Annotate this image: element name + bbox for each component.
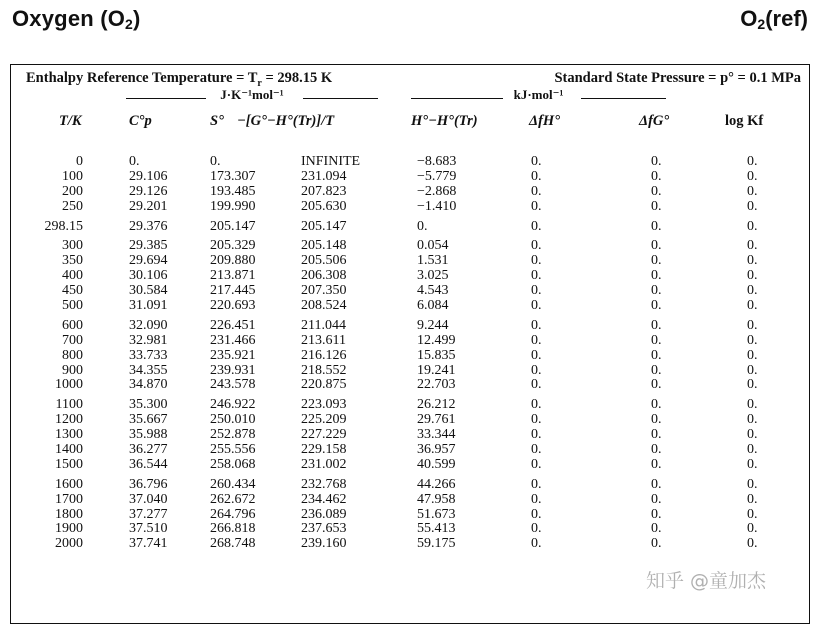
page-title: Oxygen $(O_2)$: [12, 6, 141, 32]
cell-entropy: 209.880: [210, 253, 256, 269]
cell-enthalpy-formation: 0.: [531, 476, 542, 492]
cell-enthalpy-increment: 29.761: [417, 412, 456, 428]
cell-gibbs-formation: 0.: [651, 218, 662, 234]
cell-gibbs-function: 205.147: [301, 218, 347, 234]
cell-heat-capacity: 31.091: [129, 298, 168, 314]
cell-enthalpy-formation: 0.: [531, 317, 542, 333]
cell-temperature: 0: [76, 154, 83, 169]
cell-gibbs-formation: 0.: [651, 253, 662, 269]
column-header-temperature: T/K: [59, 113, 82, 129]
cell-enthalpy-increment: 26.212: [417, 397, 456, 413]
cell-entropy: 262.672: [210, 491, 256, 507]
cell-heat-capacity: 30.106: [129, 268, 168, 284]
cell-entropy: 199.990: [210, 198, 256, 214]
reference-temperature: Enthalpy Reference Temperature = $T_r = 298.15$ K: [26, 70, 333, 89]
cell-gibbs-formation: 0.: [651, 397, 662, 413]
cell-log-k: 0.: [747, 347, 758, 363]
column-header-entropy: S°: [210, 113, 224, 129]
table-row: [11, 398, 809, 413]
standard-state-pressure: Standard State Pressure = p° = 0.1 MPa: [554, 70, 801, 86]
cell-gibbs-formation: 0.: [651, 456, 662, 472]
cell-temperature: 200: [62, 183, 83, 199]
cell-gibbs-function: 207.350: [301, 283, 347, 299]
cell-entropy: 220.693: [210, 298, 256, 314]
table-row: [11, 458, 809, 473]
cell-gibbs-formation: 0.: [651, 238, 662, 254]
cell-log-k: 0.: [747, 427, 758, 443]
table-body: [11, 155, 809, 552]
table-row: [11, 478, 809, 493]
cell-temperature: 700: [62, 332, 83, 348]
cell-log-k: 0.: [747, 536, 758, 552]
cell-log-k: 0.: [747, 183, 758, 199]
cell-gibbs-formation: 0.: [651, 427, 662, 443]
cell-log-k: 0.: [747, 298, 758, 314]
cell-log-k: 0.: [747, 491, 758, 507]
column-header-gibbs-formation: ΔfG°: [639, 113, 670, 129]
cell-heat-capacity: 29.376: [129, 218, 168, 234]
cell-enthalpy-increment: 3.025: [417, 268, 449, 284]
cell-log-k: 0.: [747, 412, 758, 428]
table-row: [11, 170, 809, 185]
cell-heat-capacity: 37.510: [129, 521, 168, 537]
cell-entropy: 243.578: [210, 377, 256, 393]
cell-enthalpy-increment: 15.835: [417, 347, 456, 363]
cell-enthalpy-formation: 0.: [531, 377, 542, 393]
cell-heat-capacity: 37.741: [129, 536, 168, 552]
column-header-log-k: log Kf: [725, 113, 764, 129]
cell-log-k: 0.: [747, 377, 758, 393]
cell-temperature: 500: [62, 298, 83, 314]
table-row: [11, 413, 809, 428]
cell-gibbs-formation: 0.: [651, 168, 662, 184]
cell-enthalpy-formation: 0.: [531, 491, 542, 507]
cell-enthalpy-increment: 59.175: [417, 536, 456, 552]
cell-enthalpy-increment: 40.599: [417, 456, 456, 472]
cell-temperature: 800: [62, 347, 83, 363]
cell-gibbs-function: 205.630: [301, 198, 347, 214]
cell-gibbs-function: 229.158: [301, 442, 347, 458]
cell-gibbs-function: 234.462: [301, 491, 347, 507]
cell-enthalpy-increment: 1.531: [417, 253, 449, 269]
cell-gibbs-formation: 0.: [651, 154, 662, 169]
cell-gibbs-formation: 0.: [651, 442, 662, 458]
cell-temperature: 900: [62, 362, 83, 378]
table-row: [11, 522, 809, 537]
cell-log-k: 0.: [747, 218, 758, 234]
column-header-enthalpy-increment: H°−H°(Tr): [411, 113, 478, 129]
cell-heat-capacity: 32.090: [129, 317, 168, 333]
cell-entropy: 217.445: [210, 283, 256, 299]
units-energy-group: kJ·mol⁻¹: [513, 87, 564, 102]
cell-temperature: 1400: [55, 442, 83, 458]
table-row: [11, 254, 809, 269]
cell-gibbs-formation: 0.: [651, 317, 662, 333]
cell-enthalpy-increment: 55.413: [417, 521, 456, 537]
units-entropy-group: J·K⁻¹mol⁻¹: [220, 87, 284, 102]
cell-enthalpy-increment: −8.683: [417, 154, 457, 169]
cell-gibbs-function: 206.308: [301, 268, 347, 284]
cell-temperature: 600: [62, 317, 83, 333]
cell-gibbs-formation: 0.: [651, 536, 662, 552]
cell-temperature: 1300: [55, 427, 83, 443]
table-row: [11, 269, 809, 284]
table-row: [11, 299, 809, 314]
cell-gibbs-function: 231.002: [301, 456, 347, 472]
cell-temperature: 1600: [55, 476, 83, 492]
cell-heat-capacity: 30.584: [129, 283, 168, 299]
cell-entropy: 266.818: [210, 521, 256, 537]
cell-enthalpy-formation: 0.: [531, 427, 542, 443]
cell-entropy: 193.485: [210, 183, 256, 199]
cell-heat-capacity: 32.981: [129, 332, 168, 348]
table-row: [11, 185, 809, 200]
cell-log-k: 0.: [747, 198, 758, 214]
cell-entropy: 205.147: [210, 218, 256, 234]
cell-gibbs-formation: 0.: [651, 412, 662, 428]
cell-gibbs-function: 218.552: [301, 362, 347, 378]
cell-gibbs-function: 213.611: [301, 332, 346, 348]
table-row: [11, 493, 809, 508]
cell-enthalpy-formation: 0.: [531, 253, 542, 269]
cell-enthalpy-increment: 19.241: [417, 362, 456, 378]
cell-temperature: 298.15: [44, 218, 83, 234]
cell-gibbs-formation: 0.: [651, 268, 662, 284]
cell-temperature: 400: [62, 268, 83, 284]
cell-gibbs-formation: 0.: [651, 491, 662, 507]
column-header-enthalpy-formation: ΔfH°: [529, 113, 560, 129]
table-row: [11, 319, 809, 334]
cell-gibbs-formation: 0.: [651, 298, 662, 314]
cell-enthalpy-formation: 0.: [531, 412, 542, 428]
cell-log-k: 0.: [747, 317, 758, 333]
cell-temperature: 100: [62, 168, 83, 184]
cell-temperature: 1700: [55, 491, 83, 507]
cell-heat-capacity: 33.733: [129, 347, 168, 363]
cell-gibbs-function: 227.229: [301, 427, 347, 443]
cell-enthalpy-increment: 47.958: [417, 491, 456, 507]
cell-heat-capacity: 29.201: [129, 198, 168, 214]
table-row: [11, 349, 809, 364]
cell-enthalpy-increment: −5.779: [417, 168, 457, 184]
thermo-table: [10, 64, 810, 624]
cell-enthalpy-increment: 12.499: [417, 332, 456, 348]
cell-enthalpy-formation: 0.: [531, 442, 542, 458]
cell-heat-capacity: 36.544: [129, 456, 168, 472]
reference-state-label: $O_2(ref)$: [740, 6, 808, 32]
cell-enthalpy-formation: 0.: [531, 362, 542, 378]
cell-gibbs-formation: 0.: [651, 362, 662, 378]
cell-gibbs-function: 211.044: [301, 317, 346, 333]
cell-enthalpy-formation: 0.: [531, 238, 542, 254]
cell-enthalpy-formation: 0.: [531, 168, 542, 184]
column-header-gibbs-function: −[G°−H°(Tr)]/T: [237, 113, 335, 129]
table-row: [11, 537, 809, 552]
cell-heat-capacity: 36.796: [129, 476, 168, 492]
cell-gibbs-function: 239.160: [301, 536, 347, 552]
cell-entropy: 255.556: [210, 442, 256, 458]
cell-temperature: 2000: [55, 536, 83, 552]
cell-heat-capacity: 29.106: [129, 168, 168, 184]
table-row: [11, 378, 809, 393]
table-row: [11, 508, 809, 523]
cell-enthalpy-increment: 33.344: [417, 427, 456, 443]
cell-entropy: 235.921: [210, 347, 256, 363]
cell-gibbs-function: 205.148: [301, 238, 347, 254]
cell-gibbs-function: 225.209: [301, 412, 347, 428]
cell-gibbs-function: 231.094: [301, 168, 347, 184]
cell-temperature: 350: [62, 253, 83, 269]
cell-entropy: 213.871: [210, 268, 256, 284]
cell-log-k: 0.: [747, 154, 758, 169]
cell-heat-capacity: 29.694: [129, 253, 168, 269]
cell-entropy: 258.068: [210, 456, 256, 472]
cell-gibbs-formation: 0.: [651, 332, 662, 348]
cell-entropy: 231.466: [210, 332, 256, 348]
cell-gibbs-formation: 0.: [651, 377, 662, 393]
cell-heat-capacity: 34.870: [129, 377, 168, 393]
table-row: [11, 220, 809, 235]
cell-temperature: 300: [62, 238, 83, 254]
cell-gibbs-formation: 0.: [651, 506, 662, 522]
cell-gibbs-formation: 0.: [651, 347, 662, 363]
cell-log-k: 0.: [747, 268, 758, 284]
cell-enthalpy-increment: 44.266: [417, 476, 456, 492]
cell-gibbs-formation: 0.: [651, 283, 662, 299]
cell-enthalpy-formation: 0.: [531, 198, 542, 214]
cell-heat-capacity: 34.355: [129, 362, 168, 378]
cell-heat-capacity: 37.277: [129, 506, 168, 522]
cell-entropy: 264.796: [210, 506, 256, 522]
cell-enthalpy-increment: 22.703: [417, 377, 456, 393]
cell-entropy: 252.878: [210, 427, 256, 443]
cell-gibbs-function: 205.506: [301, 253, 347, 269]
cell-enthalpy-formation: 0.: [531, 521, 542, 537]
cell-log-k: 0.: [747, 283, 758, 299]
table-row: [11, 334, 809, 349]
cell-log-k: 0.: [747, 397, 758, 413]
cell-log-k: 0.: [747, 476, 758, 492]
table-row: [11, 443, 809, 458]
cell-entropy: 239.931: [210, 362, 256, 378]
cell-heat-capacity: 0.: [129, 154, 140, 169]
cell-log-k: 0.: [747, 506, 758, 522]
cell-temperature: 1000: [55, 377, 83, 393]
cell-enthalpy-formation: 0.: [531, 397, 542, 413]
cell-gibbs-formation: 0.: [651, 476, 662, 492]
cell-enthalpy-increment: 36.957: [417, 442, 456, 458]
cell-temperature: 1800: [55, 506, 83, 522]
cell-gibbs-formation: 0.: [651, 183, 662, 199]
cell-enthalpy-formation: 0.: [531, 332, 542, 348]
cell-enthalpy-increment: 6.084: [417, 298, 449, 314]
cell-log-k: 0.: [747, 168, 758, 184]
table-row: [11, 239, 809, 254]
table-row: [11, 428, 809, 443]
cell-log-k: 0.: [747, 362, 758, 378]
cell-entropy: 0.: [210, 154, 221, 169]
table-row: [11, 284, 809, 299]
cell-entropy: 205.329: [210, 238, 256, 254]
cell-enthalpy-formation: 0.: [531, 268, 542, 284]
cell-log-k: 0.: [747, 456, 758, 472]
cell-enthalpy-increment: −2.868: [417, 183, 457, 199]
cell-heat-capacity: 37.040: [129, 491, 168, 507]
cell-gibbs-function: 220.875: [301, 377, 347, 393]
units-rule-right: [581, 98, 666, 99]
cell-heat-capacity: 35.300: [129, 397, 168, 413]
cell-gibbs-function: 223.093: [301, 397, 347, 413]
cell-log-k: 0.: [747, 332, 758, 348]
cell-temperature: 250: [62, 198, 83, 214]
cell-log-k: 0.: [747, 238, 758, 254]
cell-gibbs-function: INFINITE: [301, 154, 361, 169]
watermark: 知乎 @童加杰: [646, 570, 767, 592]
cell-gibbs-function: 236.089: [301, 506, 347, 522]
cell-enthalpy-formation: 0.: [531, 283, 542, 299]
cell-enthalpy-formation: 0.: [531, 154, 542, 169]
cell-enthalpy-increment: 9.244: [417, 317, 449, 333]
cell-enthalpy-formation: 0.: [531, 536, 542, 552]
cell-heat-capacity: 35.988: [129, 427, 168, 443]
cell-gibbs-function: 237.653: [301, 521, 347, 537]
cell-gibbs-function: 232.768: [301, 476, 347, 492]
cell-gibbs-formation: 0.: [651, 521, 662, 537]
cell-enthalpy-formation: 0.: [531, 456, 542, 472]
cell-enthalpy-increment: 51.673: [417, 506, 456, 522]
column-header-heat-capacity: C°p: [129, 113, 152, 129]
cell-temperature: 1200: [55, 412, 83, 428]
cell-temperature: 450: [62, 283, 83, 299]
cell-temperature: 1500: [55, 456, 83, 472]
table-row: [11, 364, 809, 379]
cell-enthalpy-formation: 0.: [531, 218, 542, 234]
cell-gibbs-function: 207.823: [301, 183, 347, 199]
cell-heat-capacity: 29.126: [129, 183, 168, 199]
cell-gibbs-function: 216.126: [301, 347, 347, 363]
cell-entropy: 246.922: [210, 397, 256, 413]
cell-enthalpy-formation: 0.: [531, 298, 542, 314]
cell-temperature: 1100: [55, 397, 83, 413]
table-row: [11, 200, 809, 215]
cell-log-k: 0.: [747, 253, 758, 269]
cell-entropy: 173.307: [210, 168, 256, 184]
cell-heat-capacity: 29.385: [129, 238, 168, 254]
cell-enthalpy-increment: 0.054: [417, 238, 449, 254]
cell-gibbs-function: 208.524: [301, 298, 347, 314]
cell-entropy: 268.748: [210, 536, 256, 552]
cell-entropy: 260.434: [210, 476, 256, 492]
cell-heat-capacity: 35.667: [129, 412, 168, 428]
cell-log-k: 0.: [747, 521, 758, 537]
units-rule-left: [303, 98, 378, 99]
cell-entropy: 250.010: [210, 412, 256, 428]
cell-temperature: 1900: [55, 521, 83, 537]
cell-enthalpy-increment: −1.410: [417, 198, 457, 214]
cell-enthalpy-increment: 4.543: [417, 283, 449, 299]
cell-gibbs-formation: 0.: [651, 198, 662, 214]
cell-entropy: 226.451: [210, 317, 256, 333]
table-row: [11, 155, 809, 170]
cell-enthalpy-formation: 0.: [531, 347, 542, 363]
cell-enthalpy-formation: 0.: [531, 506, 542, 522]
cell-log-k: 0.: [747, 442, 758, 458]
cell-enthalpy-formation: 0.: [531, 183, 542, 199]
cell-enthalpy-increment: 0.: [417, 218, 428, 234]
cell-heat-capacity: 36.277: [129, 442, 168, 458]
